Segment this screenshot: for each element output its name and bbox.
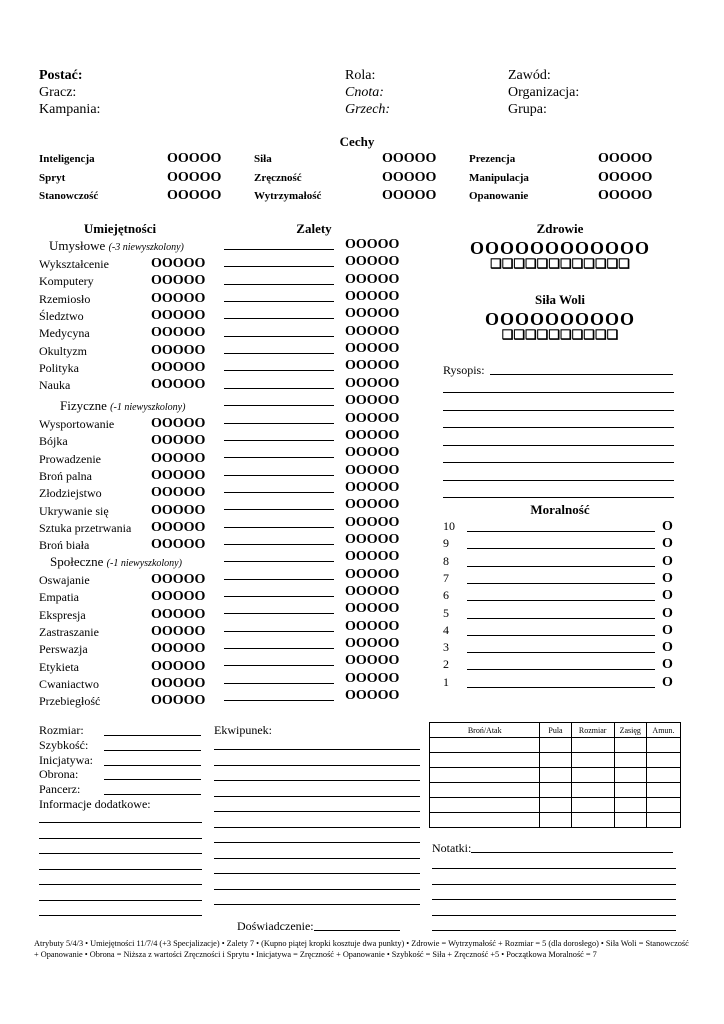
skill-dots[interactable]: OOOOO [151,256,206,271]
morality-level: 5 [443,605,449,620]
description-line[interactable] [443,480,674,481]
weapons-cell[interactable] [430,753,540,768]
extra-info-line[interactable] [39,900,202,901]
merit-dots[interactable]: OOOOO [345,653,400,669]
morality-dot[interactable]: O [662,588,673,604]
weapons-cell[interactable] [571,813,614,828]
skill-label: Polityka [39,361,80,376]
merit-dots[interactable]: OOOOO [345,497,400,513]
merit-line[interactable] [224,596,334,597]
role-label: Rola: [345,68,376,83]
skill-category-mental [49,238,184,254]
morality-level: 7 [443,570,449,585]
merit-dots[interactable]: OOOOO [345,514,400,530]
stat-line[interactable] [104,794,201,795]
skill-label: Nauka [39,378,71,393]
merit-line[interactable] [224,284,334,285]
weapons-cell[interactable] [540,783,571,798]
health-boxes[interactable]: ❑❑❑❑❑❑❑❑❑❑❑❑ [490,256,630,271]
stat-line[interactable] [104,750,201,751]
weapons-header-row [430,723,681,738]
morality-line[interactable] [467,583,655,584]
merit-dots[interactable]: OOOOO [345,618,400,634]
merit-line[interactable] [224,266,334,267]
merit-line[interactable] [224,405,334,406]
description-line[interactable] [490,374,673,375]
skill-label: Broń biała [39,538,90,553]
stat-label: Szybkość: [39,737,89,752]
weapons-row [430,768,681,783]
stat-label: Obrona: [39,767,79,782]
morality-dot[interactable]: O [662,519,673,534]
merit-dots[interactable]: OOOOO [345,410,400,426]
weapons-cell[interactable] [614,798,646,813]
weapons-cell[interactable] [646,753,680,768]
weapons-cell[interactable] [430,738,540,753]
vice-label: Grzech: [345,102,391,117]
skill-dots[interactable]: OOOOO [151,273,206,289]
skill-category-name: Społeczne [50,554,104,569]
merit-line[interactable] [224,544,334,545]
merit-line[interactable] [224,579,334,580]
skill-dots[interactable]: OOOOO [151,589,206,605]
attribute-dots[interactable]: OOOOO [382,170,437,185]
weapons-cell[interactable] [430,798,540,813]
weapons-row [430,813,681,828]
stat-label: Inicjatywa: [39,752,93,767]
health-title: Zdrowie [536,221,584,236]
extra-info-line[interactable] [39,838,202,839]
skills-title: Umiejętności [83,221,157,236]
morality-line[interactable] [467,548,655,549]
merit-line[interactable] [224,613,334,614]
merit-line[interactable] [224,336,334,337]
merit-dots[interactable]: OOOOO [345,479,400,495]
group-label: Grupa: [508,102,547,117]
extra-info-line[interactable] [39,822,202,823]
skill-dots[interactable]: OOOOO [151,520,206,536]
attribute-label: Spryt [39,172,66,184]
merit-line[interactable] [224,492,334,493]
skill-dots[interactable]: OOOOO [151,624,206,640]
morality-level: 8 [443,553,449,568]
weapons-header-cell: Rozmiar [571,723,614,738]
skill-label: Śledztwo [39,309,84,324]
notes-line[interactable] [432,930,676,931]
character-name-label: Postać: [39,68,83,83]
morality-line[interactable] [467,531,655,532]
weapons-cell[interactable] [614,738,646,753]
merit-line[interactable] [224,700,334,701]
skill-category-note: (-1 niewyszkolony) [106,558,182,569]
morality-level: 2 [443,657,449,672]
weapons-table [429,722,681,828]
attribute-dots[interactable]: OOOOO [167,188,222,203]
weapons-header-cell: Broń/Atak [430,723,540,738]
stat-label: Pancerz: [39,782,81,797]
weapons-header-cell: Zasięg [614,723,646,738]
stat-line[interactable] [104,735,201,736]
merit-line[interactable] [224,683,334,684]
merit-dots[interactable]: OOOOO [345,323,400,339]
skill-label: Empatia [39,590,79,605]
equipment-line[interactable] [214,889,420,890]
equipment-line[interactable] [214,796,420,797]
health-dots[interactable]: OOOOOOOOOOOO [469,238,650,258]
weapons-cell[interactable] [571,753,614,768]
skill-label: Broń palna [39,469,92,484]
equipment-label: Ekwipunek: [214,723,272,737]
skill-category-name: Fizyczne [60,398,107,413]
extra-info-line[interactable] [39,853,202,854]
attribute-label: Inteligencja [39,153,95,165]
morality-line[interactable] [467,566,655,567]
skill-dots[interactable]: OOOOO [151,290,206,306]
skill-label: Oswajanie [39,573,90,587]
merit-dots[interactable]: OOOOO [345,670,400,686]
skill-dots[interactable]: OOOOO [151,468,206,484]
merit-line[interactable] [224,353,334,354]
skill-label: Wykształcenie [39,257,109,271]
weapons-cell[interactable] [614,768,646,783]
weapons-cell[interactable] [614,753,646,768]
morality-line[interactable] [467,618,655,619]
morality-dot[interactable]: O [662,657,673,673]
morality-dot[interactable]: O [662,570,673,586]
skill-dots[interactable]: OOOOO [151,450,206,466]
equipment-line[interactable] [214,827,420,828]
attribute-label: Opanowanie [469,190,529,202]
experience-label: Doświadczenie: [237,919,314,933]
weapons-header-cell: Amun. [646,723,680,738]
skill-category-physical [60,398,185,414]
skill-dots[interactable]: OOOOO [151,416,206,431]
skill-dots[interactable]: OOOOO [151,360,206,376]
skill-label: Przebiegłość [39,694,101,709]
skill-dots[interactable]: OOOOO [151,572,206,587]
skill-label: Etykieta [39,659,79,674]
merit-line[interactable] [224,475,334,476]
merit-dots[interactable]: OOOOO [345,688,400,704]
morality-dot[interactable]: O [662,674,673,690]
skill-dots[interactable]: OOOOO [151,308,206,324]
attribute-dots[interactable]: OOOOO [167,170,222,185]
morality-line[interactable] [467,635,655,636]
weapons-cell[interactable] [540,813,571,828]
merit-line[interactable] [224,665,334,666]
merit-line[interactable] [224,249,334,250]
weapons-cell[interactable] [540,798,571,813]
skill-dots[interactable]: OOOOO [151,325,206,341]
merit-dots[interactable]: OOOOO [345,549,400,565]
skill-label: Rzemiosło [39,291,91,306]
organization-label: Organizacja: [508,85,580,100]
merit-dots[interactable]: OOOOO [345,601,400,617]
willpower-title: Siła Woli [535,292,585,307]
merit-dots[interactable]: OOOOO [345,445,400,461]
skill-label: Komputery [39,274,94,289]
virtue-label: Cnota: [345,85,384,100]
weapons-cell[interactable] [430,783,540,798]
attribute-dots[interactable]: OOOOO [598,188,653,203]
extra-info-label: Informacje dodatkowe: [39,797,151,811]
merit-line[interactable] [224,370,334,371]
description-line[interactable] [443,410,674,411]
skill-dots[interactable]: OOOOO [151,658,206,674]
skill-label: Bójka [39,434,68,449]
extra-info-line[interactable] [39,869,202,870]
weapons-row [430,738,681,753]
merit-line[interactable] [224,318,334,319]
merit-dots[interactable]: OOOOO [345,254,400,270]
weapons-cell[interactable] [646,798,680,813]
skill-label: Ekspresja [39,607,86,622]
notes-line[interactable] [432,899,676,900]
weapons-cell[interactable] [571,798,614,813]
weapons-cell[interactable] [430,768,540,783]
equipment-line[interactable] [214,842,420,843]
attribute-label: Siła [254,153,272,165]
description-line[interactable] [443,462,674,463]
morality-line[interactable] [467,652,655,653]
stat-line[interactable] [104,765,201,766]
morality-level: 1 [443,674,449,689]
notes-line[interactable] [432,915,676,916]
merit-dots[interactable]: OOOOO [345,341,400,357]
skill-label: Sztuka przetrwania [39,521,132,536]
stat-label: Rozmiar: [39,723,84,737]
skill-label: Perswazja [39,642,88,657]
skill-dots[interactable]: OOOOO [151,433,206,449]
merit-line[interactable] [224,440,334,441]
merit-dots[interactable]: OOOOO [345,566,400,582]
skill-label: Ukrywanie się [39,503,109,518]
skill-label: Wysportowanie [39,417,115,431]
morality-line[interactable] [467,669,655,670]
merit-dots[interactable]: OOOOO [345,271,400,287]
morality-level: 4 [443,622,449,637]
experience-line[interactable] [314,930,400,931]
notes-line[interactable] [471,852,673,853]
equipment-line[interactable] [214,858,420,859]
morality-level: 10 [443,519,455,533]
skill-label: Zastraszanie [39,625,99,640]
skill-label: Okultyzm [39,343,87,358]
equipment-line[interactable] [214,873,420,874]
morality-dot[interactable]: O [662,536,673,552]
attribute-label: Zręczność [254,172,302,184]
extra-info-line[interactable] [39,915,202,916]
morality-title: Moralność [530,502,590,517]
merit-dots[interactable]: OOOOO [345,636,400,652]
weapons-cell[interactable] [614,813,646,828]
skill-category-social [50,554,182,570]
weapons-cell[interactable] [540,768,571,783]
merit-dots[interactable]: OOOOO [345,531,400,547]
merit-dots[interactable]: OOOOO [345,462,400,478]
weapons-cell[interactable] [646,738,680,753]
weapons-cell[interactable] [540,738,571,753]
weapons-cell[interactable] [430,813,540,828]
attribute-label: Stanowczość [39,190,99,202]
skill-dots[interactable]: OOOOO [151,502,206,518]
merits-title: Zalety [296,221,332,236]
attribute-dots[interactable]: OOOOO [167,151,222,166]
morality-dot[interactable]: O [662,640,673,656]
merit-line[interactable] [224,631,334,632]
weapons-cell[interactable] [614,783,646,798]
description-label: Rysopis: [443,363,485,377]
profession-label: Zawód: [508,68,551,83]
merit-dots[interactable]: OOOOO [345,393,400,409]
description-line[interactable] [443,445,674,446]
morality-level: 3 [443,640,449,655]
merit-line[interactable] [224,423,334,424]
morality-dot[interactable]: O [662,622,673,638]
attributes-title: Cechy [339,134,375,149]
weapons-cell[interactable] [571,738,614,753]
morality-dot[interactable]: O [662,553,673,569]
skill-category-note: (-1 niewyszkolony) [110,402,186,413]
campaign-label: Kampania: [39,102,101,117]
merit-line[interactable] [224,457,334,458]
equipment-line[interactable] [214,811,420,812]
skill-category-note: (-3 niewyszkolony) [108,242,184,253]
description-line[interactable] [443,497,674,498]
skill-category-name: Umysłowe [49,238,106,253]
footer-rules: Atrybuty 5/4/3 • Umiejętności 11/7/4 (+3 Specjalizacje) • Zalety 7 • (Kupno piątej kropki kosztuje dwa punkty) • Zdrowie = Wytrzymałość + Rozmiar = 5 (dla dorosłego) • Siła Woli = Stanowczość + Opanowanie • Obrona = Niższa z wartości Zręczności i Sprytu • Inicjatywa = Zręczność + Opanowanie • Szybkość = Siła + Zręczność +5 • Początkowa Moralność = 7 [34,939,689,959]
weapons-cell[interactable] [646,783,680,798]
morality-level: 6 [443,588,449,603]
skill-dots[interactable]: OOOOO [151,606,206,622]
weapons-cell[interactable] [571,768,614,783]
attribute-dots[interactable]: OOOOO [598,170,653,185]
willpower-boxes[interactable]: ❑❑❑❑❑❑❑❑❑❑ [501,327,619,342]
merit-line[interactable] [224,561,334,562]
skill-dots[interactable]: OOOOO [151,676,206,692]
merit-dots[interactable]: OOOOO [345,584,400,599]
equipment-line[interactable] [214,904,420,905]
description-line[interactable] [443,427,674,428]
notes-line[interactable] [432,868,676,869]
weapons-cell[interactable] [571,783,614,798]
attribute-dots[interactable]: OOOOO [598,151,653,166]
weapons-row [430,753,681,768]
skill-label: Medycyna [39,326,90,341]
skill-dots[interactable]: OOOOO [151,377,206,393]
skill-dots[interactable]: OOOOO [151,641,206,657]
equipment-line[interactable] [214,749,420,750]
notes-label: Notatki: [432,841,472,855]
stat-line[interactable] [104,779,201,780]
merit-line[interactable] [224,648,334,649]
extra-info-line[interactable] [39,884,202,885]
merit-line[interactable] [224,301,334,302]
merit-dots[interactable]: OOOOO [345,427,400,443]
skill-dots[interactable]: OOOOO [151,342,206,358]
merit-dots[interactable]: OOOOO [345,237,400,252]
skill-label: Złodziejstwo [39,486,102,501]
equipment-line[interactable] [214,765,420,766]
attribute-dots[interactable]: OOOOO [382,151,437,166]
morality-line[interactable] [467,687,655,688]
weapons-cell[interactable] [646,813,680,828]
morality-level: 9 [443,536,449,551]
weapons-row [430,783,681,798]
description-line[interactable] [443,392,674,393]
morality-dot[interactable]: O [662,605,673,621]
equipment-line[interactable] [214,780,420,781]
skill-label: Cwaniactwo [39,677,99,692]
attribute-label: Prezencja [469,153,516,165]
skill-dots[interactable]: OOOOO [151,537,206,553]
weapons-cell[interactable] [540,753,571,768]
attribute-label: Manipulacja [469,172,529,184]
player-label: Gracz: [39,85,77,100]
weapons-header-cell: Pula [540,723,571,738]
merit-dots[interactable]: OOOOO [345,358,400,374]
attribute-label: Wytrzymałość [254,190,322,202]
merit-dots[interactable]: OOOOO [345,289,400,305]
notes-line[interactable] [432,884,676,885]
skill-dots[interactable]: OOOOO [151,693,206,709]
skill-dots[interactable]: OOOOO [151,485,206,501]
merit-dots[interactable]: OOOOO [345,306,400,322]
merit-line[interactable] [224,527,334,528]
merit-line[interactable] [224,388,334,389]
skill-label: Prowadzenie [39,451,101,466]
merit-line[interactable] [224,509,334,510]
weapons-row [430,798,681,813]
merit-dots[interactable]: OOOOO [345,375,400,391]
weapons-cell[interactable] [646,768,680,783]
morality-line[interactable] [467,600,655,601]
willpower-dots[interactable]: OOOOOOOOOO [484,309,635,329]
attribute-dots[interactable]: OOOOO [382,188,437,203]
